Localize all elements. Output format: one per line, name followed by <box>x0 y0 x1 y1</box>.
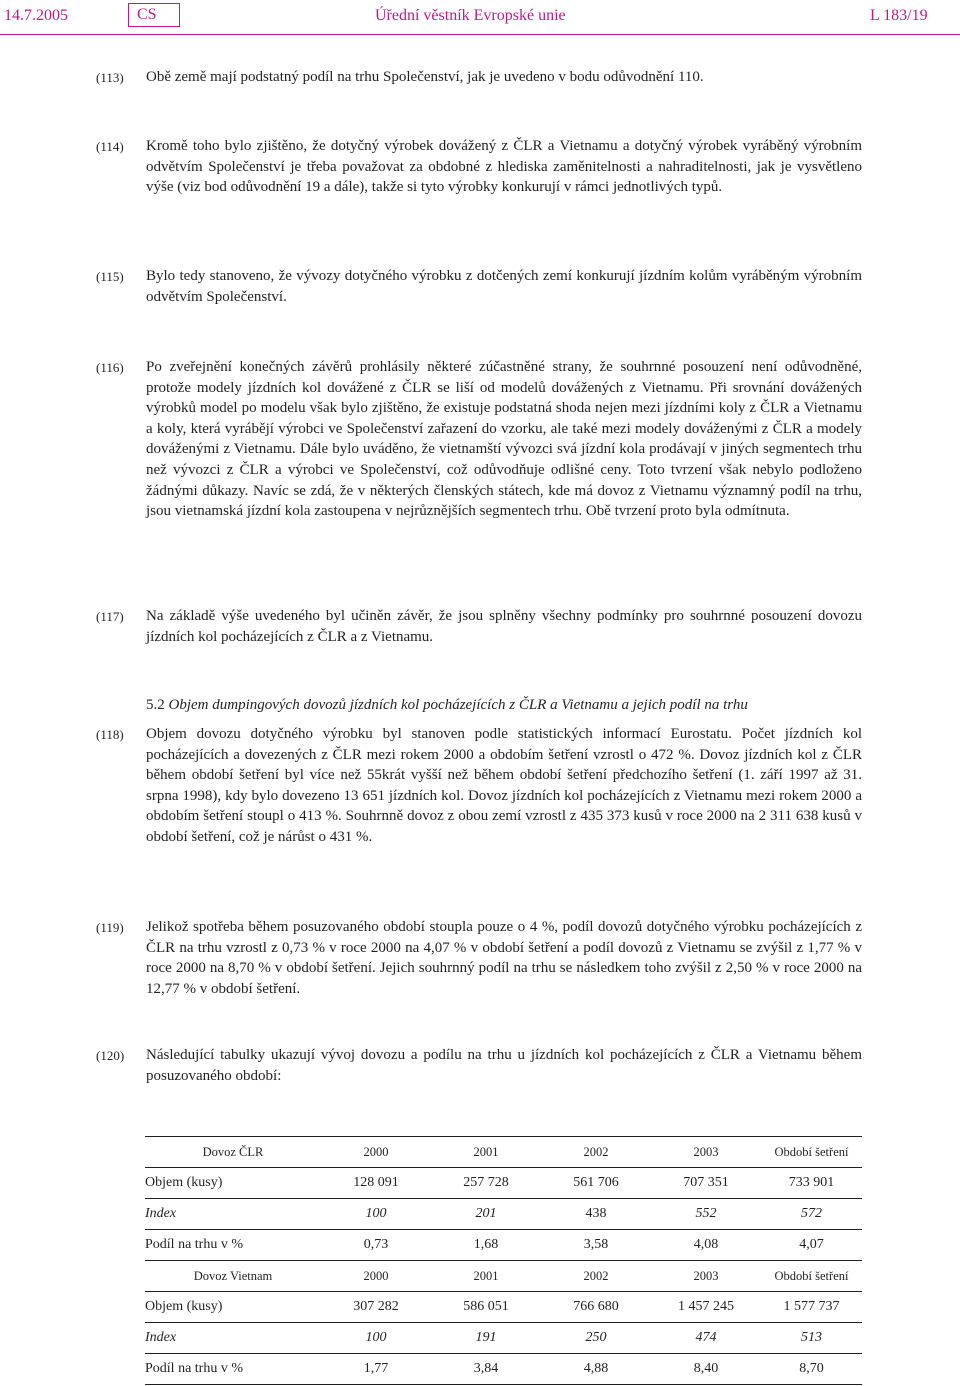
paragraph-119 <box>96 917 862 999</box>
table-cell: 201 <box>431 1199 541 1230</box>
table-header-cell: 2003 <box>651 1261 761 1292</box>
paragraph-number: (118) <box>96 727 124 742</box>
table-header-cell: 2002 <box>541 1261 651 1292</box>
journal-title: Úřední věstník Evropské unie <box>375 7 566 24</box>
subheading-title: Objem dumpingových dovozů jízdních kol pocházejících z ČLR a Vietnamu a jejich podíl na trhu <box>168 697 748 713</box>
table-cell: 0,73 <box>321 1230 431 1261</box>
table-header-cell: 2003 <box>651 1137 761 1168</box>
paragraph-116 <box>96 357 862 522</box>
language-badge: CS <box>128 3 180 27</box>
table-header-cell: 2000 <box>321 1261 431 1292</box>
table-cell: Objem (kusy) <box>145 1168 321 1199</box>
table-header-row-china <box>145 1137 862 1168</box>
table-cell: 8,70 <box>761 1354 862 1385</box>
table-header-cell: Období šetření <box>761 1137 862 1168</box>
header-rule <box>0 34 960 35</box>
table-cell: 128 091 <box>321 1168 431 1199</box>
table-cell: 733 901 <box>761 1168 862 1199</box>
import-table <box>145 1136 862 1385</box>
paragraph-number: (115) <box>96 269 124 284</box>
table-cell: 100 <box>321 1199 431 1230</box>
paragraph-number: (114) <box>96 139 124 154</box>
header-date: 14.7.2005 <box>4 7 68 24</box>
table-cell: 3,58 <box>541 1230 651 1261</box>
table-header-cell: Dovoz ČLR <box>145 1137 321 1168</box>
table-header-cell: 2000 <box>321 1137 431 1168</box>
table-cell: Podíl na trhu v % <box>145 1354 321 1385</box>
table-cell: 766 680 <box>541 1292 651 1323</box>
paragraph-text: Obě země mají podstatný podíl na trhu Společenství, jak je uvedeno v bodu odůvodnění 110. <box>146 69 704 85</box>
paragraph-number: (113) <box>96 70 124 85</box>
table-cell: 513 <box>761 1323 862 1354</box>
table-cell: 572 <box>761 1199 862 1230</box>
table-row <box>145 1168 862 1199</box>
paragraph-text: Následující tabulky ukazují vývoj dovozu a podílu na trhu u jízdních kol pocházejících z ČLR a Vietnamu během posuzovaného období: <box>146 1047 862 1084</box>
paragraph-115 <box>96 266 862 307</box>
table-cell: 4,08 <box>651 1230 761 1261</box>
section-subheading <box>146 695 748 715</box>
table-row <box>145 1199 862 1230</box>
paragraph-number: (119) <box>96 920 124 935</box>
page-number: L 183/19 <box>870 7 928 24</box>
table-cell: 3,84 <box>431 1354 541 1385</box>
table-header-row-vietnam <box>145 1261 862 1292</box>
table-cell: 561 706 <box>541 1168 651 1199</box>
table-header-cell: Období šetření <box>761 1261 862 1292</box>
table-row <box>145 1354 862 1385</box>
table-cell: Index <box>145 1323 321 1354</box>
paragraph-118 <box>96 724 862 848</box>
paragraph-text: Bylo tedy stanoveno, že vývozy dotyčného výrobku z dotčených zemí konkurují jízdním kolům vyráběným výrobním odvětvím Společenství. <box>146 268 862 305</box>
paragraph-113 <box>96 67 862 88</box>
table-cell: 1 577 737 <box>761 1292 862 1323</box>
paragraph-text: Po zveřejnění konečných závěrů prohlásily některé zúčastněné strany, že souhrnné posouzení není odůvodněné, protože modely jízdních kol dovážené z ČLR se liší od modelů dovážených z Vietnamu. Při srovnání dovážených výrobků model po modelu však bylo zjištěno, že existuje podstatná shoda nejen mezi jízdními koly z ČLR a Vietnamu a koly, která vyrábějí výrobci ve Společenství zařazení do vzorku, ale také mezi modely dováženými z ČLR a modely dováženými z Vietnamu. Dále bylo uváděno, že vietnamští vývozci svá jízdní kola prodávají v jiných segmentech trhu než vývozci z ČLR a výrobci ve Společenství, což odůvodňuje odlišné ceny. Toto tvrzení však nebylo podloženo žádnými důkazy. Navíc se zdá, že v některých členských státech, kde má dovoz z Vietnamu významný podíl na trhu, jsou vietnamská jízdní kola zastoupena v nejrůznějších segmentech trhu. Obě tvrzení proto byla odmítnuta. <box>146 359 862 520</box>
paragraph-114 <box>96 136 862 198</box>
table-cell: 307 282 <box>321 1292 431 1323</box>
table-header-cell: 2001 <box>431 1261 541 1292</box>
table-header-cell: 2001 <box>431 1137 541 1168</box>
paragraph-number: (117) <box>96 609 124 624</box>
paragraph-number: (120) <box>96 1048 125 1063</box>
table-cell: 438 <box>541 1199 651 1230</box>
table-cell: 552 <box>651 1199 761 1230</box>
subheading-number: 5.2 <box>146 697 165 713</box>
table-cell: 191 <box>431 1323 541 1354</box>
table-cell: 1,68 <box>431 1230 541 1261</box>
table-cell: 4,88 <box>541 1354 651 1385</box>
table-row <box>145 1323 862 1354</box>
table-cell: 586 051 <box>431 1292 541 1323</box>
table-cell: 8,40 <box>651 1354 761 1385</box>
table-cell: 474 <box>651 1323 761 1354</box>
table-cell: Podíl na trhu v % <box>145 1230 321 1261</box>
table-row <box>145 1230 862 1261</box>
table-cell: Objem (kusy) <box>145 1292 321 1323</box>
table-cell: 100 <box>321 1323 431 1354</box>
table-row <box>145 1292 862 1323</box>
paragraph-text: Na základě výše uvedeného byl učiněn závěr, že jsou splněny všechny podmínky pro souhrnné posouzení dovozu jízdních kol pocházejících z ČLR a z Vietnamu. <box>146 608 862 645</box>
paragraph-text: Kromě toho bylo zjištěno, že dotyčný výrobek dovážený z ČLR a Vietnamu a dotyčný výrobek vyráběný výrobním odvětvím Společenství je třeba považovat za obdobné z hlediska zaměnitelnosti a nahraditelnosti, jak je vysvětleno výše (viz bod odůvodnění 19 a dále), takže si tyto výrobky konkurují v rámci jednotlivých typů. <box>146 138 862 196</box>
paragraph-text: Objem dovozu dotyčného výrobku byl stanoven podle statistických informací Eurostatu. Počet jízdních kol pocházejících a dovezených z ČLR mezi rokem 2000 a obdobím šetření vzrostl o 472 %. Dovoz jízdních kol z ČLR během období šetření byl více než 55krát vyšší než během období šetření předchozího šetření (1. září 1997 až 31. srpna 1998), kdy bylo dovezeno 13 651 jízdních kol. Dovoz jízdních kol pocházejících z Vietnamu mezi rokem 2000 a obdobím šetření stoupl o 413 %. Souhrnně dovoz z obou zemí vzrostl z 435 373 kusů v roce 2000 na 2 311 638 kusů v období šetření, což je nárůst o 431 %. <box>146 726 862 845</box>
paragraph-number: (116) <box>96 360 124 375</box>
table-cell: 257 728 <box>431 1168 541 1199</box>
table-cell: 707 351 <box>651 1168 761 1199</box>
paragraph-117 <box>96 606 862 647</box>
table-header-cell: 2002 <box>541 1137 651 1168</box>
table-cell: 1,77 <box>321 1354 431 1385</box>
table-cell: 250 <box>541 1323 651 1354</box>
paragraph-120 <box>96 1045 862 1086</box>
table-cell: 1 457 245 <box>651 1292 761 1323</box>
paragraph-text: Jelikož spotřeba během posuzovaného období stoupla pouze o 4 %, podíl dovozů dotyčného výrobku pocházejících z ČLR na trhu vzrostl z 0,73 % v roce 2000 na 4,07 % v období šetření a podíl dovozů z Vietnamu se zvýšil z 1,77 % v roce 2000 na 8,70 % v období šetření. Jejich souhrnný podíl na trhu se následkem toho zvýšil z 2,50 % v roce 2000 na 12,77 % v období šetření. <box>146 919 862 997</box>
page-header <box>0 0 960 38</box>
table-cell: 4,07 <box>761 1230 862 1261</box>
table-cell: Index <box>145 1199 321 1230</box>
table-header-cell: Dovoz Vietnam <box>145 1261 321 1292</box>
